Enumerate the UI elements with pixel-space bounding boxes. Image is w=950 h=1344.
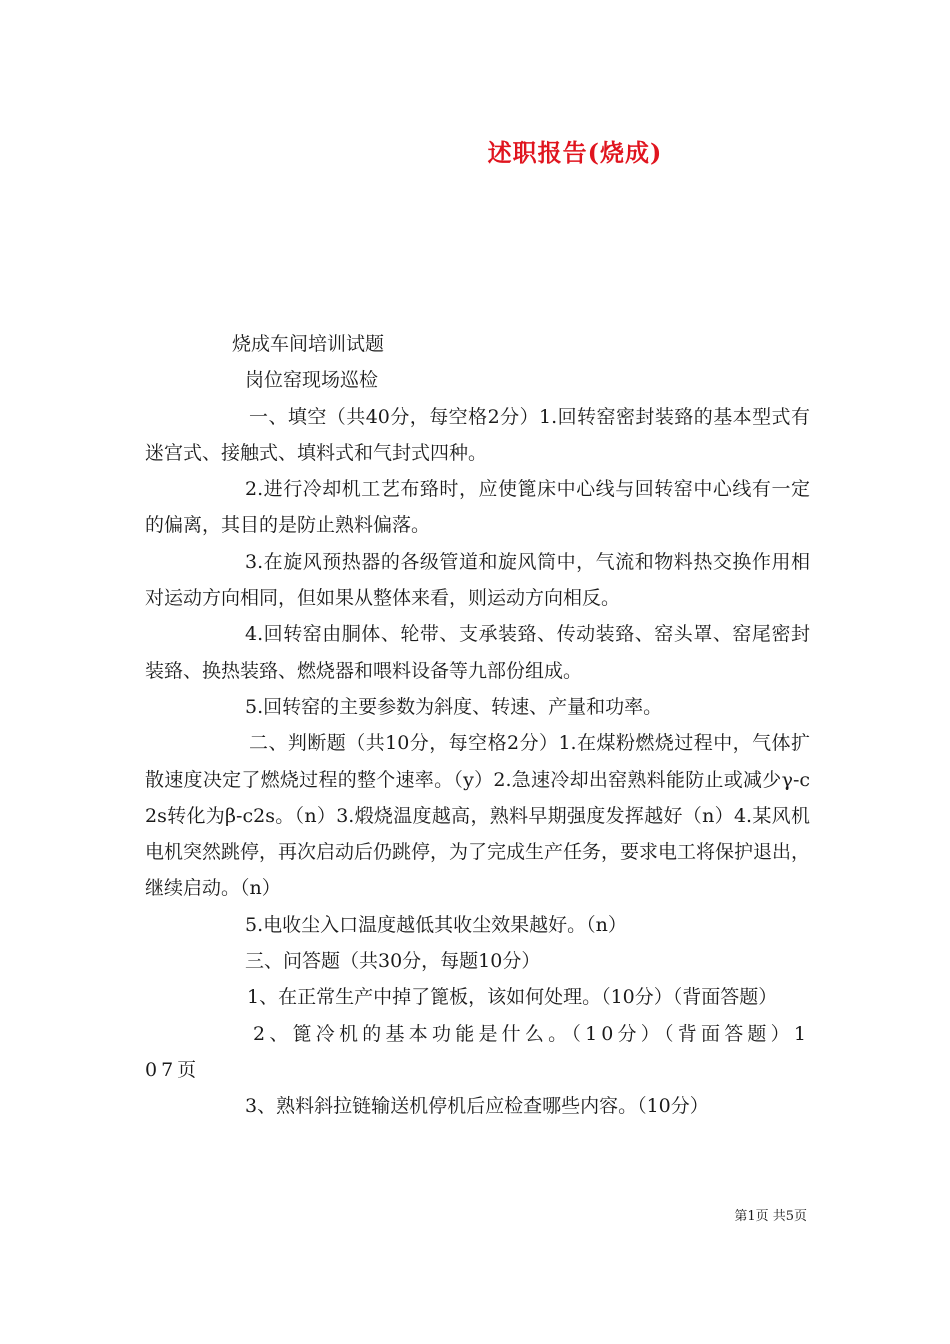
paragraph-qa-heading: 三、问答题（共30分，每题10分） [245, 950, 541, 973]
paragraph-fill-blank-4: 4.回转窑由胴体、轮带、支承装臵、传动装臵、窑头罩、窑尾密封装臵、换热装臵、燃烧器和喂料设备等九部份组成。 [145, 623, 810, 682]
document-title: 述职报告(烧成) [487, 138, 663, 167]
paragraph-qa-2: 2、篦冷机的基本功能是什么。（10分）（背面答题）107页 [145, 1022, 810, 1081]
paragraph-qa-3: 3、熟料斜拉链输送机停机后应检查哪些内容。（10分） [245, 1095, 709, 1118]
paragraph-true-false: 二、判断题（共10分，每空格2分）1.在煤粉燃烧过程中，气体扩散速度决定了燃烧过程的整个速率。（y）2.急速冷却出窑熟料能防止或减少γ-c2s转化为β-c2s。（n）3.煅烧温度越高，熟料早期强度发挥越好（n）4.某风机电机突然跳停，再次启动后仍跳停，为了完成生产任务，要求电工将保护退出，继续启动。（n） [145, 732, 811, 900]
paragraph-qa-1: 1、在正常生产中掉了篦板，该如何处理。（10分）（背面答题） [247, 986, 778, 1009]
document-body [145, 326, 810, 1125]
paragraph-fill-blank-3: 3.在旋风预热器的各级管道和旋风筒中，气流和物料热交换作用相对运动方向相同，但如果从整体来看，则运动方向相反。 [145, 550, 810, 610]
document-heading: 烧成车间培训试题 [232, 333, 385, 355]
paragraph-fill-blank-5: 5.回转窑的主要参数为斜度、转速、产量和功率。 [245, 695, 663, 718]
paragraph-fill-blank-2: 2.进行冷却机工艺布臵时，应使篦床中心线与回转窑中心线有一定的偏离，其目的是防止熟料偏落。 [145, 478, 810, 537]
paragraph-true-false-5: 5.电收尘入口温度越低其收尘效果越好。（n） [245, 913, 627, 936]
document-subheading: 岗位窑现场巡检 [245, 369, 379, 392]
page-number: 第1页 共5页 [734, 1209, 807, 1224]
paragraph-fill-blank-intro: 一、填空（共40分，每空格2分）1.回转窑密封装臵的基本型式有迷宫式、接触式、填料式和气封式四种。 [145, 405, 810, 464]
